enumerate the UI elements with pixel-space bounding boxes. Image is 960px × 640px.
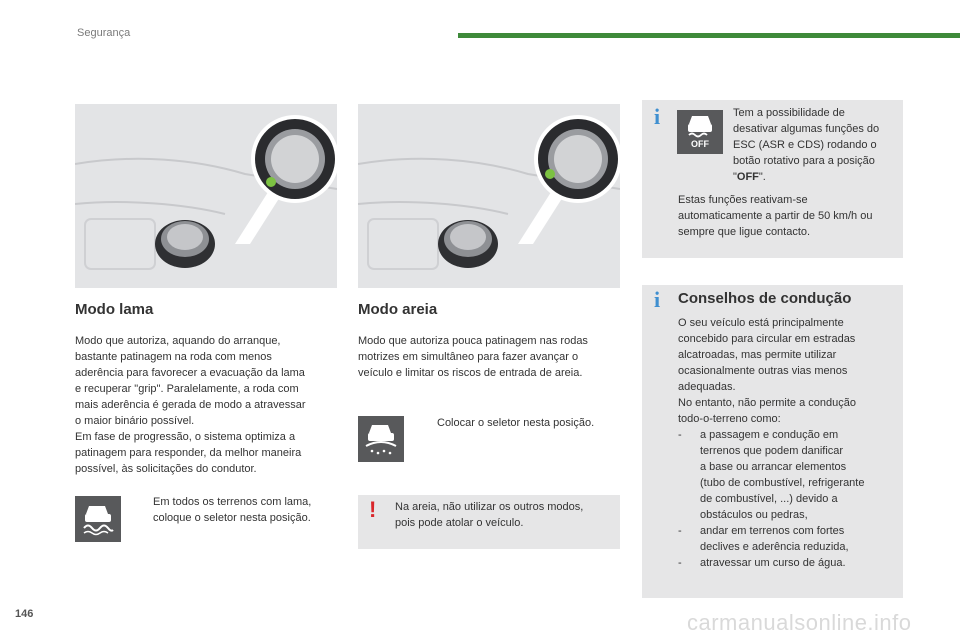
list-dash: -	[678, 429, 682, 441]
text-line: concebido para circular em estradas	[678, 333, 856, 345]
sand-mode-title: Modo areia	[358, 301, 438, 318]
text-line: No entanto, não permite a condução	[678, 397, 856, 409]
text-line: terrenos que podem danificar	[700, 445, 844, 457]
page-number: 146	[15, 608, 34, 620]
text-line: Na areia, não utilizar os outros modos,	[395, 501, 584, 513]
esc-reactivate-text	[678, 192, 900, 240]
esc-info-text	[733, 105, 901, 185]
text-line: automaticamente a partir de 50 km/h ou	[678, 210, 873, 222]
mud-mode-title: Modo lama	[75, 301, 154, 318]
sand-mode-instruction: Colocar o seletor nesta posição.	[437, 417, 595, 429]
text-line: possível, às solicitações do condutor.	[75, 463, 257, 475]
text-line: desativar algumas funções do	[733, 123, 880, 135]
text-line: mais aderência é gerada de modo a atravessar	[75, 399, 306, 411]
mud-mode-instruction	[153, 494, 338, 526]
list-item	[678, 427, 900, 523]
quote-close: ".	[758, 171, 766, 183]
text-line: todo-o-terreno como:	[678, 413, 781, 425]
text-line: veículo e limitar os riscos de entrada de areia.	[358, 367, 583, 379]
advice-list	[678, 427, 900, 571]
text-line: atravessar um curso de água.	[700, 557, 846, 569]
text-line: ESC (ASR e CDS) rodando o	[733, 139, 877, 151]
quote-open: "	[733, 171, 737, 183]
watermark: carmanualsonline.info	[687, 610, 912, 635]
sand-warning-text	[395, 499, 617, 531]
list-item	[678, 523, 900, 555]
text-line	[733, 169, 901, 185]
sand-mode-illustration	[358, 104, 620, 288]
text-line: O seu veículo está principalmente	[678, 317, 844, 329]
text-line: alcatroadas, mas permite utilizar	[678, 349, 837, 361]
driving-advice-text	[678, 315, 900, 571]
esc-off-icon-label: OFF	[691, 139, 709, 149]
text-line: Em todos os terrenos com lama,	[153, 496, 312, 508]
list-dash: -	[678, 557, 682, 569]
text-line: coloque o seletor nesta posição.	[153, 512, 311, 524]
off-keyword: OFF	[736, 171, 759, 183]
esc-off-icon	[677, 110, 723, 154]
header-accent-bar	[458, 33, 960, 38]
text-line: (tubo de combustível, refrigerante	[700, 477, 865, 489]
text-line: Modo que autoriza, aquando do arranque,	[75, 335, 281, 347]
sand-mode-icon	[358, 416, 404, 462]
text-line: Estas funções reativam-se	[678, 194, 808, 206]
text-line: a base ou arrancar elementos	[700, 461, 847, 473]
text-line: sempre que ligue contacto.	[678, 226, 811, 238]
text-line: obstáculos ou pedras,	[700, 509, 808, 521]
text-line: Tem a possibilidade de	[733, 107, 845, 119]
sand-mode-description	[358, 333, 628, 381]
text-line: adequadas.	[678, 381, 736, 393]
list-dash: -	[678, 525, 682, 537]
section-title: Segurança	[77, 27, 131, 39]
text-line: a passagem e condução em	[700, 429, 839, 441]
text-line: Em fase de progressão, o sistema optimiza a	[75, 431, 296, 443]
text-line: ocasionalmente outras vias menos	[678, 365, 848, 377]
text-line: andar em terrenos com fortes	[700, 525, 845, 537]
mud-mode-description	[75, 333, 340, 477]
text-line: aderência para favorecer a evacuação da lama	[75, 367, 305, 379]
list-item	[678, 555, 900, 571]
text-line: o maior binário possível.	[75, 415, 195, 427]
text-line: motrizes em simultâneo para fazer avançar o	[358, 351, 579, 363]
mud-mode-icon	[75, 496, 121, 542]
mud-mode-illustration	[75, 104, 337, 288]
text-line: botão rotativo para a posição	[733, 155, 875, 167]
text-line: patinagem para responder, da melhor maneira	[75, 447, 302, 459]
text-line: Modo que autoriza pouca patinagem nas rodas	[358, 335, 588, 347]
text-line: e recuperar "grip". Paralelamente, a roda com	[75, 383, 299, 395]
info-marker-icon: i	[654, 287, 661, 312]
text-line: declives e aderência reduzida,	[700, 541, 849, 553]
warning-icon: !	[369, 497, 377, 522]
driving-advice-title: Conselhos de condução	[678, 290, 852, 307]
text-line: pois pode atolar o veículo.	[395, 517, 524, 529]
text-line: de combustível, ...) devido a	[700, 493, 838, 505]
info-marker-icon: i	[654, 104, 661, 129]
text-line: bastante patinagem na roda com menos	[75, 351, 272, 363]
